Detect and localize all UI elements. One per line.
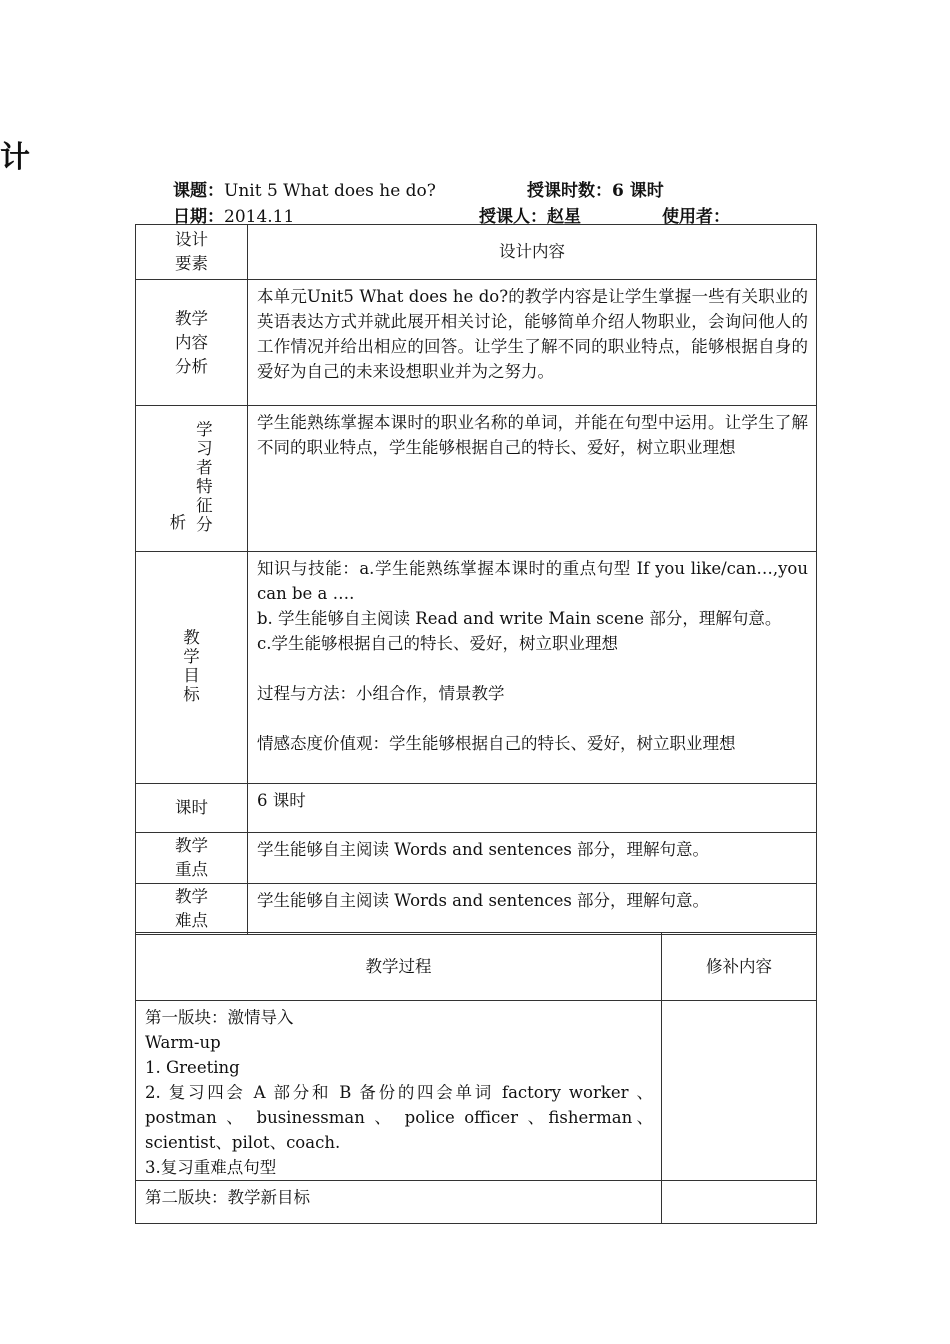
header-hours: 授课时数：6 课时 xyxy=(527,181,664,201)
row-label-vertical: 教学目标 xyxy=(183,628,200,704)
table-row-teaching-goals xyxy=(136,552,817,784)
header-user: 使用者： xyxy=(662,207,730,227)
row-content: 学生能够自主阅读 Words and sentences 部分，理解句意。 xyxy=(248,833,817,884)
row-label xyxy=(136,406,248,552)
process-block-1 xyxy=(136,1001,817,1181)
process-block-2 xyxy=(136,1181,817,1224)
block-line: 1. Greeting xyxy=(145,1058,240,1077)
goal-line: b. 学生能够自主阅读 Read and write Main scene 部分，理解句意。 xyxy=(257,609,782,628)
revision-cell xyxy=(662,1001,817,1181)
row-label: 教学 难点 xyxy=(136,884,248,935)
row-content: 学生能够自主阅读 Words and sentences 部分，理解句意。 xyxy=(248,884,817,935)
goal-line-empty xyxy=(257,706,808,731)
block-line: 3.复习重难点句型 xyxy=(145,1158,277,1177)
design-content-header: 设计内容 xyxy=(248,225,817,280)
goal-line-empty xyxy=(257,656,808,681)
row-label: 教学 内容 分析 xyxy=(136,280,248,406)
header-date: 日期：2014.11 xyxy=(173,207,295,227)
row-content xyxy=(248,552,817,784)
goal-line: 过程与方法：小组合作，情景教学 xyxy=(257,684,505,703)
process-block-content: 第二版块：教学新目标 xyxy=(136,1181,662,1224)
header-teacher: 授课人：赵星 xyxy=(479,207,581,227)
process-table xyxy=(135,932,817,1224)
table-row-class-hours xyxy=(136,784,817,833)
row-label: 教学 重点 xyxy=(136,833,248,884)
row-label xyxy=(136,552,248,784)
header-topic: 课题：Unit 5 What does he do? xyxy=(173,181,436,201)
revision-header: 修补内容 xyxy=(662,933,817,1001)
table-header-row xyxy=(136,225,817,280)
table-row-learner-analysis xyxy=(136,406,817,552)
process-header: 教学过程 xyxy=(136,933,662,1001)
row-content: 学生能熟练掌握本课时的职业名称的单词，并能在句型中运用。让学生了解不同的职业特点，学生能够根据自己的特长、爱好，树立职业理想 xyxy=(248,406,817,552)
table-row-key-points xyxy=(136,833,817,884)
row-label-side: 析 xyxy=(169,513,187,532)
goal-line: 知识与技能：a.学生能熟练掌握本课时的重点句型 If you like/can…,you can be a …. xyxy=(257,559,808,603)
process-block-content xyxy=(136,1001,662,1181)
block-line: 2. 复习四会 A 部分和 B 备份的四会单词 factory worker 、 postman 、 businessman 、 police officer 、fisherman、scientist、pilot、coach. xyxy=(145,1083,653,1152)
table-row-content-analysis xyxy=(136,280,817,406)
block-line: 第一版块：激情导入 xyxy=(145,1008,294,1027)
table-row-difficult-points xyxy=(136,884,817,935)
revision-cell xyxy=(662,1181,817,1224)
block-line: Warm-up xyxy=(145,1033,221,1052)
goal-line: 情感态度价值观：学生能够根据自己的特长、爱好，树立职业理想 xyxy=(257,734,736,753)
design-element-header: 设计 要素 xyxy=(136,225,248,280)
page-title-fragment: 计 xyxy=(0,140,30,175)
row-label-vertical: 学习者特征分 xyxy=(196,420,213,534)
process-header-row xyxy=(136,933,817,1001)
row-content: 6 课时 xyxy=(248,784,817,833)
goal-line: c.学生能够根据自己的特长、爱好，树立职业理想 xyxy=(257,634,618,653)
row-content: 本单元Unit5 What does he do?的教学内容是让学生掌握一些有关职业的英语表达方式并就此展开相关讨论，能够简单介绍人物职业，会询问他人的工作情况并给出相应的回答。让学生了解不同的职业特点，能够根据自身的爱好为自己的未来设想职业并为之努力。 xyxy=(248,280,817,406)
design-table xyxy=(135,224,817,935)
row-label: 课时 xyxy=(136,784,248,833)
